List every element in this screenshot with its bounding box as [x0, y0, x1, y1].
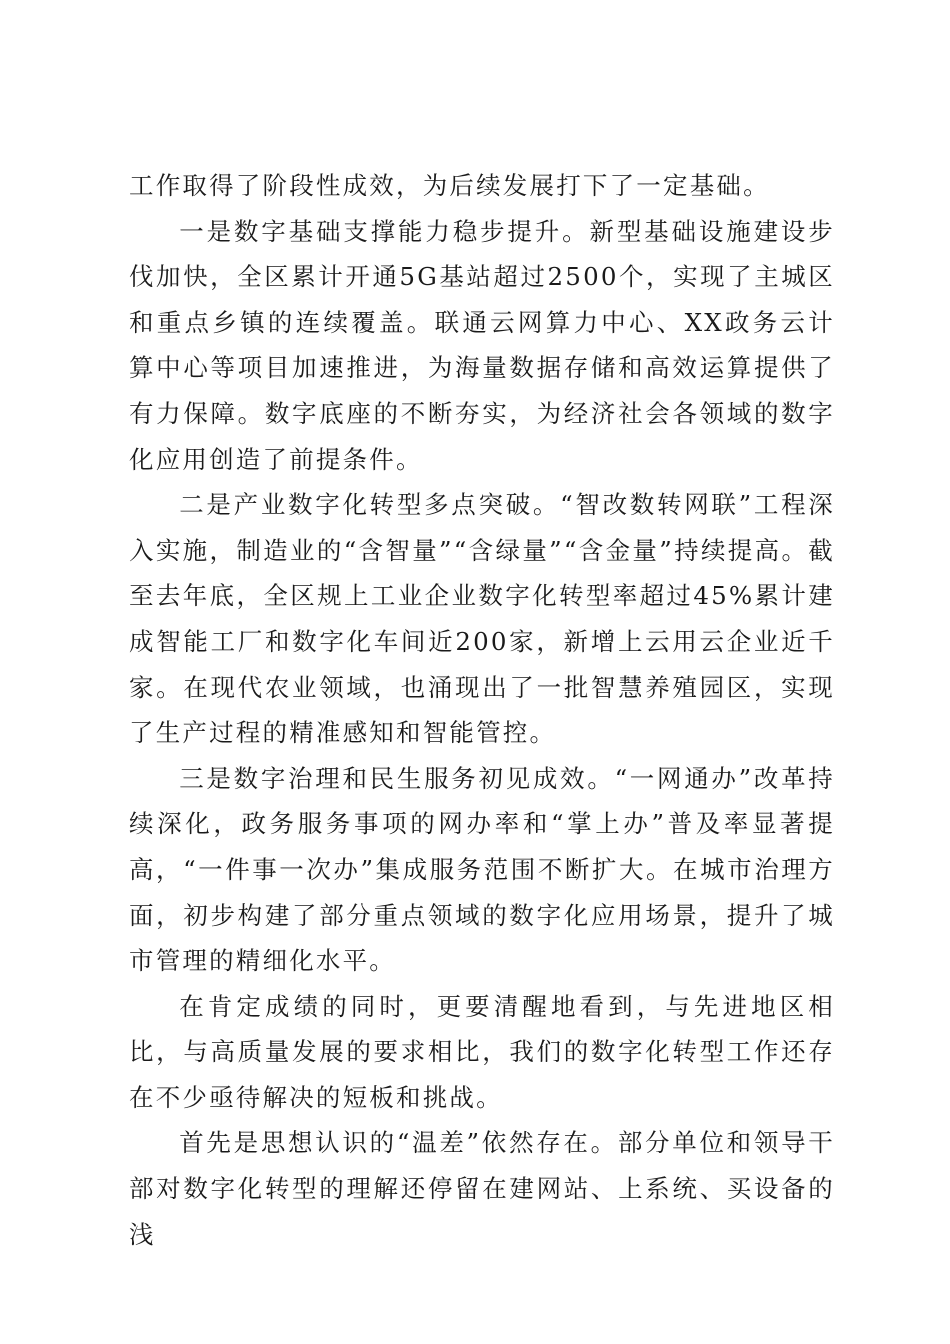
- paragraph-digital-governance: 三是数字治理和民生服务初见成效。“一网通办”改革持续深化，政务服务事项的网办率和“掌上办”普及率显著提高，“一件事一次办”集成服务范围不断扩大。在城市治理方面，初步构建了部分重点领域的数字化应用场景，提升了城市管理的精细化水平。: [129, 763, 835, 976]
- paragraph-continuation: 工作取得了阶段性成效，为后续发展打下了一定基础。: [129, 171, 770, 200]
- paragraph-awareness-gap: 首先是思想认识的“温差”依然存在。部分单位和领导干部对数字化转型的理解还停留在建网站、上系统、买设备的浅: [129, 1128, 835, 1249]
- paragraph-digital-infrastructure: 一是数字基础支撑能力稳步提升。新型基础设施建设步伐加快，全区累计开通5G基站超过2500个，实现了主城区和重点乡镇的连续覆盖。联通云网算力中心、XX政务云计算中心等项目加速推进，为海量数据存储和高效运算提供了有力保障。数字底座的不断夯实，为经济社会各领域的数字化应用创造了前提条件。: [129, 216, 835, 474]
- paragraph-industry-digitalization: 二是产业数字化转型多点突破。“智改数转网联”工程深入实施，制造业的“含智量”“含绿量”“含金量”持续提高。截至去年底，全区规上工业企业数字化转型率超过45%累计建成智能工厂和数字化车间近200家，新增上云用云企业近千家。在现代农业领域，也涌现出了一批智慧养殖园区，实现了生产过程的精准感知和智能管控。: [129, 490, 835, 748]
- paragraph-challenges-intro: 在肯定成绩的同时，更要清醒地看到，与先进地区相比，与高质量发展的要求相比，我们的数字化转型工作还存在不少亟待解决的短板和挑战。: [129, 991, 835, 1112]
- document-body: [129, 163, 835, 1257]
